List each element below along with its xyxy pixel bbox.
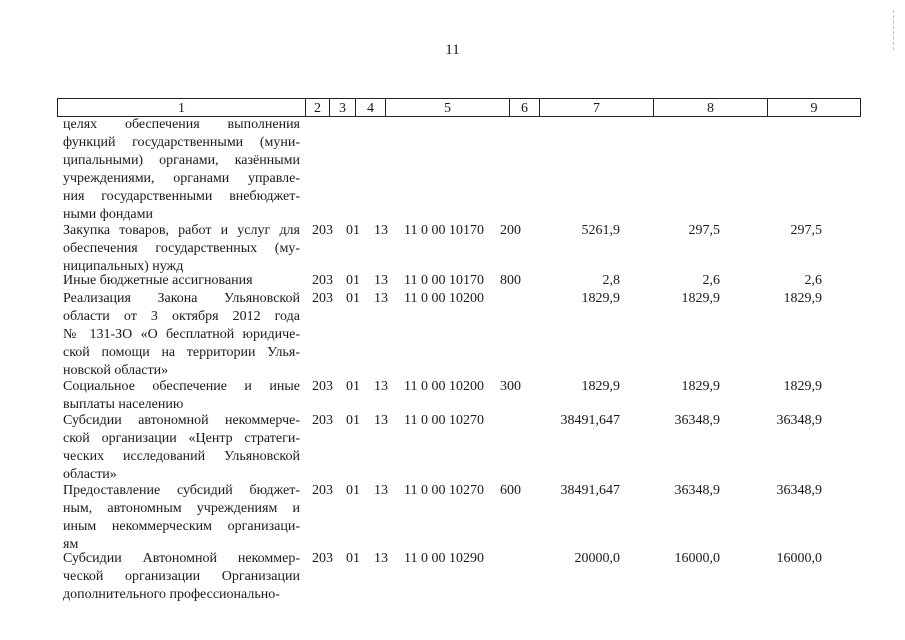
cell-rz: 01 [346, 291, 360, 306]
row-description [63, 550, 300, 604]
cell-pr: 13 [374, 223, 388, 238]
header-col-1: 1 [57, 98, 305, 117]
cell-g: 203 [312, 379, 333, 394]
cell-a7: 5261,9 [581, 223, 620, 238]
header-col-5: 5 [385, 98, 509, 117]
row-description [63, 378, 300, 414]
cell-a9: 1829,9 [783, 379, 822, 394]
cell-g: 203 [312, 483, 333, 498]
header-col-6: 6 [509, 98, 539, 117]
cell-a9: 1829,9 [783, 291, 822, 306]
description-line: дополнительного профессионально- [63, 587, 280, 602]
description-line: новской области» [63, 363, 169, 378]
cell-rz: 01 [346, 413, 360, 428]
description-line: Реализация Закона Ульяновской [63, 291, 300, 306]
header-col-8: 8 [653, 98, 767, 117]
cell-rz: 01 [346, 273, 360, 288]
row-description [63, 222, 300, 276]
cell-a9: 16000,0 [776, 551, 822, 566]
cell-csr: 11 0 00 10290 [404, 551, 484, 566]
cell-rz: 01 [346, 551, 360, 566]
description-line: области от 3 октября 2012 года [63, 309, 300, 324]
cell-rz: 01 [346, 223, 360, 238]
description-line: целях обеспечения выполнения [63, 117, 300, 132]
cell-a7: 1829,9 [581, 379, 620, 394]
cell-a8: 36348,9 [674, 483, 720, 498]
description-line: области» [63, 467, 117, 482]
description-line: выплаты населению [63, 397, 184, 412]
row-description [63, 290, 300, 380]
cell-g: 203 [312, 551, 333, 566]
cell-csr: 11 0 00 10270 [404, 483, 484, 498]
cell-a9: 36348,9 [776, 413, 822, 428]
row-description [63, 412, 300, 484]
cell-pr: 13 [374, 483, 388, 498]
row-description [63, 272, 300, 290]
cell-csr: 11 0 00 10200 [404, 291, 484, 306]
cell-a9: 2,6 [804, 273, 822, 288]
cell-a8: 1829,9 [681, 379, 720, 394]
cell-a7: 1829,9 [581, 291, 620, 306]
cell-a9: 36348,9 [776, 483, 822, 498]
description-line: Социальное обеспечение и иные [63, 379, 300, 394]
cell-pr: 13 [374, 291, 388, 306]
description-line: ческой организации Организации [63, 569, 300, 584]
cell-csr: 11 0 00 10170 [404, 273, 484, 288]
page-number: 11 [445, 42, 460, 58]
cell-a8: 1829,9 [681, 291, 720, 306]
row-description [63, 116, 300, 224]
row-description [63, 482, 300, 554]
table-header [57, 98, 861, 117]
cell-rz: 01 [346, 379, 360, 394]
description-line: ными фондами [63, 207, 154, 222]
description-line: ческих исследований Ульяновской [63, 449, 300, 464]
cell-pr: 13 [374, 413, 388, 428]
cell-a8: 36348,9 [674, 413, 720, 428]
description-line: ным, автономным учреждениям и [63, 501, 300, 516]
description-line: иным некоммерческим организаци- [63, 519, 300, 534]
header-col-2: 2 [305, 98, 329, 117]
cell-pr: 13 [374, 273, 388, 288]
cell-vr: 200 [500, 223, 521, 238]
cell-rz: 01 [346, 483, 360, 498]
cell-a7: 38491,647 [560, 483, 620, 498]
cell-g: 203 [312, 223, 333, 238]
header-col-7: 7 [539, 98, 653, 117]
description-line: ниципальных) нужд [63, 259, 184, 274]
cell-g: 203 [312, 273, 333, 288]
description-line: Субсидии автономной некоммерче- [63, 413, 300, 428]
description-line: № 131-ЗО «О бесплатной юридиче- [63, 327, 300, 342]
header-col-9: 9 [767, 98, 861, 117]
description-line: обеспечения государственных (му- [63, 241, 300, 256]
cell-pr: 13 [374, 379, 388, 394]
cell-a8: 16000,0 [674, 551, 720, 566]
description-line: Субсидии Автономной некоммер- [63, 551, 300, 566]
cell-a9: 297,5 [790, 223, 822, 238]
cell-vr: 300 [500, 379, 521, 394]
header-col-3: 3 [329, 98, 355, 117]
header-col-4: 4 [355, 98, 385, 117]
cell-csr: 11 0 00 10270 [404, 413, 484, 428]
description-line: ям [63, 537, 79, 552]
description-line: ципальными) органами, казёнными [63, 153, 300, 168]
cell-a8: 2,6 [702, 273, 720, 288]
description-line: учреждениями, органами управле- [63, 171, 300, 186]
cell-g: 203 [312, 413, 333, 428]
cell-g: 203 [312, 291, 333, 306]
description-line: Предоставление субсидий бюджет- [63, 483, 300, 498]
description-line: ской помощи на территории Улья- [63, 345, 300, 360]
cell-a7: 2,8 [602, 273, 620, 288]
cell-a7: 38491,647 [560, 413, 620, 428]
cell-vr: 800 [500, 273, 521, 288]
cell-a7: 20000,0 [574, 551, 620, 566]
cell-pr: 13 [374, 551, 388, 566]
cell-a8: 297,5 [688, 223, 720, 238]
description-line: ской организации «Центр стратеги- [63, 431, 300, 446]
description-line: Иные бюджетные ассигнования [63, 273, 253, 288]
description-line: ния государственными внебюджет- [63, 189, 300, 204]
cell-csr: 11 0 00 10170 [404, 223, 484, 238]
cell-csr: 11 0 00 10200 [404, 379, 484, 394]
description-line: Закупка товаров, работ и услуг для [63, 223, 300, 238]
cell-vr: 600 [500, 483, 521, 498]
description-line: функций государственными (муни- [63, 135, 300, 150]
